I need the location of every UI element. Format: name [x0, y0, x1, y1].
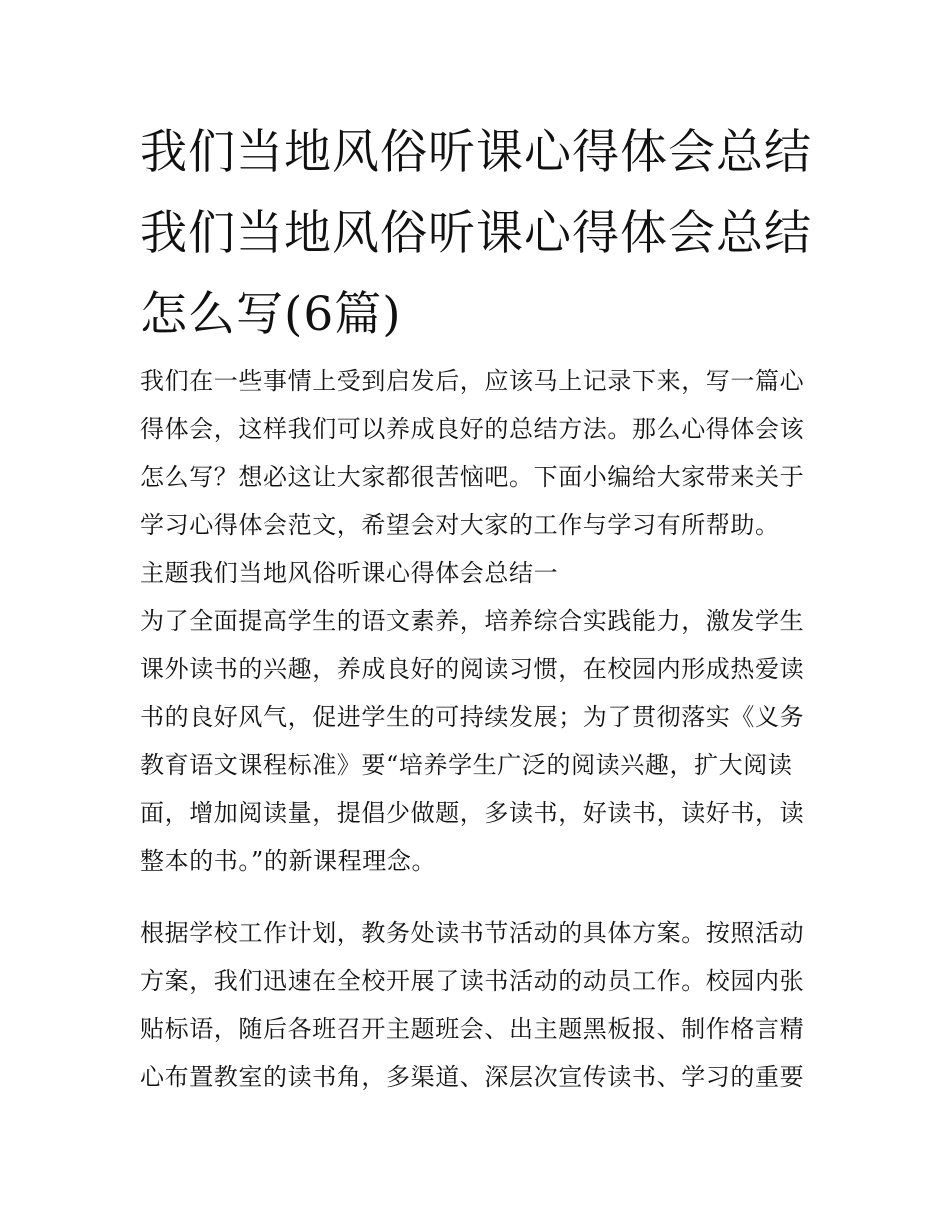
document-title: 我们当地风俗听课心得体会总结 我们当地风俗听课心得体会总结怎么写(6篇): [140, 125, 812, 342]
body-paragraph-1: 为了全面提高学生的语文素养，培养综合实践能力，激发学生课外读书的兴趣，养成良好的阅读习惯，在校园内形成热爱读书的良好风气，促进学生的可持续发展；为了贯彻落实《义务教育语文课程标准》要“培养学生广泛的阅读兴趣，扩大阅读面，增加阅读量，提倡少做题，多读书，好读书，读好书，读整本的书。”的新课程理念。: [140, 607, 805, 875]
section-heading: 主题我们当地风俗听课心得体会总结一: [140, 559, 559, 587]
intro-paragraph: 我们在一些事情上受到启发后，应该马上记录下来，写一篇心得体会，这样我们可以养成良好的总结方法。那么心得体会该怎么写？想必这让大家都很苦恼吧。下面小编给大家带来关于学习心得体会范文，希望会对大家的工作与学习有所帮助。: [140, 367, 805, 539]
body-paragraph-2: 根据学校工作计划，教务处读书节活动的具体方案。按照活动方案，我们迅速在全校开展了读书活动的动员工作。校园内张贴标语，随后各班召开主题班会、出主题黑板报、制作格言精心布置教室的读书角，多渠道、深层次宣传读书、学习的重要: [140, 919, 805, 1091]
